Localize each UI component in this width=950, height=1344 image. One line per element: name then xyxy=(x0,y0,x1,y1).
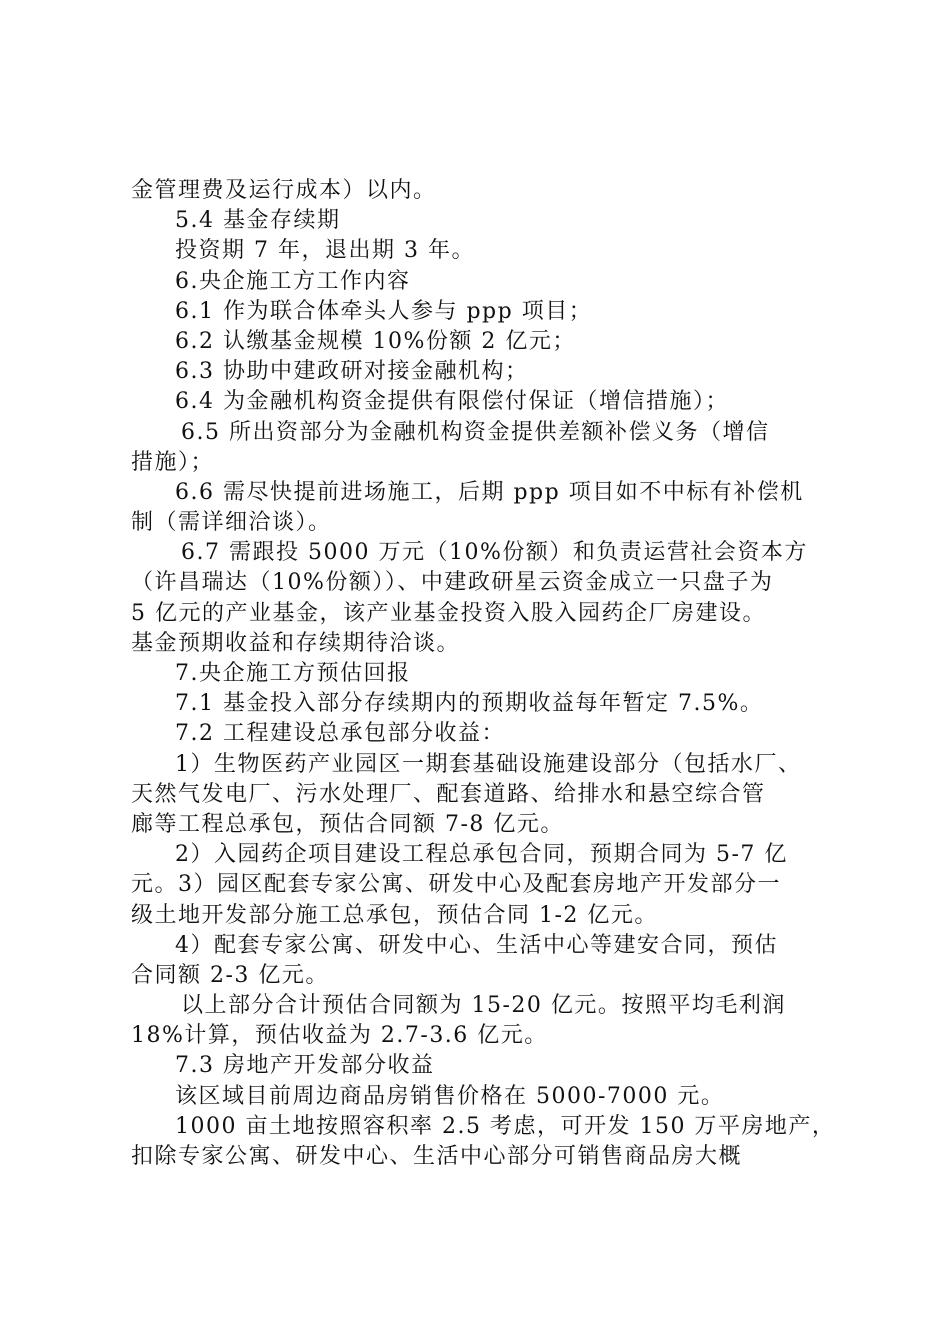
list-item: 6.2 认缴基金规模 10%份额 2 亿元； xyxy=(175,328,576,354)
paragraph-line: 级土地开发部分施工总承包，预估合同 1-2 亿元。 xyxy=(131,902,658,928)
paragraph-line: 1000 亩土地按照容积率 2.5 考虑，可开发 150 万平房地产， xyxy=(175,1113,836,1139)
paragraph-line: 廊等工程总承包，预估合同额 7-8 亿元。 xyxy=(131,811,564,837)
paragraph-line: 该区域目前周边商品房销售价格在 5000-7000 元。 xyxy=(175,1083,725,1109)
paragraph-line: 5 亿元的产业基金，该产业基金投资入股入园药企厂房建设。 xyxy=(131,600,766,626)
list-item: 6.3 协助中建政研对接金融机构； xyxy=(175,359,529,385)
paragraph-line: 18%计算，预估收益为 2.7-3.6 亿元。 xyxy=(131,1023,548,1049)
paragraph-line: 天然气发电厂、污水处理厂、配套道路、给排水和悬空综合管 xyxy=(131,781,766,807)
list-item: 1）生物医药产业园区一期套基础设施建设部分（包括水厂、 xyxy=(175,751,802,777)
list-item: 6.4 为金融机构资金提供有限偿付保证（增信措施）； xyxy=(175,389,729,415)
list-item: 7.1 基金投入部分存续期内的预期收益每年暂定 7.5%。 xyxy=(175,691,764,717)
list-item: 6.5 所出资部分为金融机构资金提供差额补偿义务（增信 xyxy=(181,419,770,445)
list-item: 7.2 工程建设总承包部分收益： xyxy=(175,721,505,747)
paragraph-line: 合同额 2-3 亿元。 xyxy=(131,962,329,988)
list-item: 6.1 作为联合体牵头人参与 ppp 项目； xyxy=(175,298,593,324)
paragraph-line: 措施）； xyxy=(131,449,215,475)
list-item: 6.7 需跟投 5000 万元（10%份额）和负责运营社会资本方 xyxy=(181,540,808,566)
paragraph-line: 扣除专家公寓、研发中心、生活中心部分可销售商品房大概 xyxy=(131,1144,743,1169)
list-item: 4）配套专家公寓、研发中心、生活中心等建安合同，预估 xyxy=(175,932,778,958)
section-heading: 7.央企施工方预估回报 xyxy=(175,661,411,686)
list-item: 2）入园药企项目建设工程总承包合同，预期合同为 5-7 亿 xyxy=(175,842,788,868)
paragraph-line: 以上部分合计预估合同额为 15-20 亿元。按照平均毛利润 xyxy=(181,993,786,1019)
list-item: 6.6 需尽快提前进场施工，后期 ppp 项目如不中标有补偿机 xyxy=(175,479,804,505)
paragraph-line: 制（需详细洽谈）。 xyxy=(131,510,332,536)
section-heading: 5.4 基金存续期 xyxy=(175,208,341,234)
section-heading: 7.3 房地产开发部分收益 xyxy=(175,1053,435,1079)
paragraph-line: 金管理费及运行成本）以内。 xyxy=(131,178,437,203)
paragraph-line: 投资期 7 年，退出期 3 年。 xyxy=(175,238,475,264)
paragraph-line: 元。3）园区配套专家公寓、研发中心及配套房地产开发部分一 xyxy=(131,872,781,898)
paragraph-line: 基金预期收益和存续期待洽谈。 xyxy=(131,630,461,656)
section-heading: 6.央企施工方工作内容 xyxy=(175,268,411,294)
document-body xyxy=(131,176,836,1172)
paragraph-line: （许昌瑞达（10%份额））、中建政研星云资金成立一只盘子为 xyxy=(131,570,774,596)
